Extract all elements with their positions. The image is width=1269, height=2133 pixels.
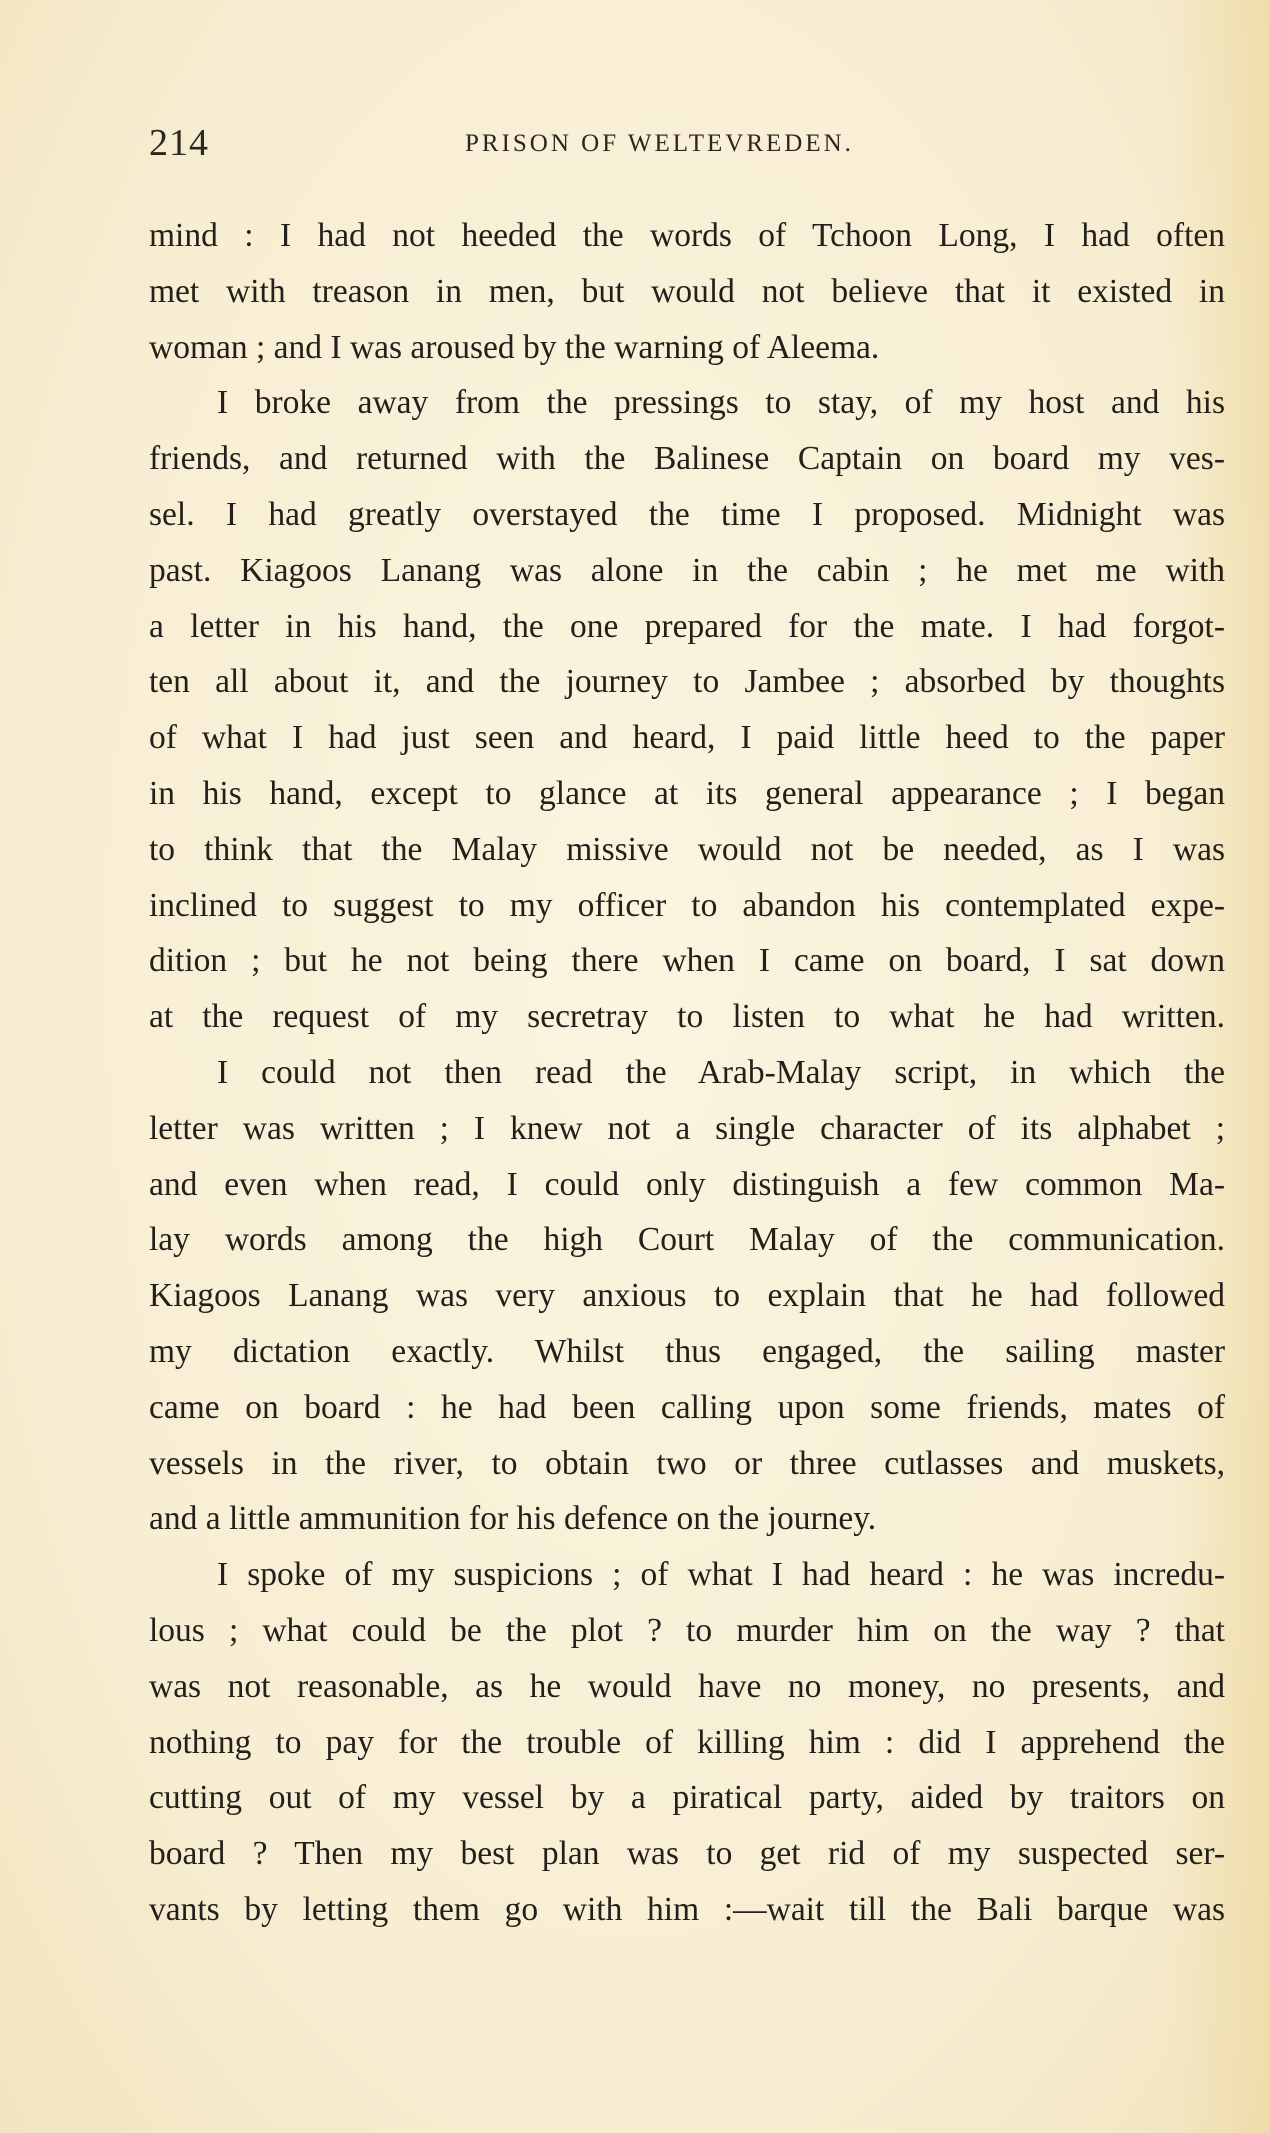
text-line: a letter in his hand, the one prepared for the mate. I had forgot- — [149, 607, 1225, 645]
text-line: Kiagoos Lanang was very anxious to explain that he had followed — [149, 1277, 1225, 1315]
text-line: to think that the Malay missive would not be needed, as I was — [149, 830, 1225, 868]
text-line: my dictation exactly. Whilst thus engaged, the sailing master — [149, 1332, 1225, 1370]
text-line: of what I had just seen and heard, I paid little heed to the paper — [149, 719, 1225, 757]
text-line: friends, and returned with the Balinese Captain on board my ves- — [149, 440, 1225, 478]
text-line: and a little ammunition for his defence on the journey. — [149, 1500, 877, 1538]
text-line: vants by letting them go with him :—wait till the Bali barque was — [149, 1890, 1225, 1928]
text-line: and even when read, I could only distinguish a few common Ma- — [149, 1165, 1225, 1203]
text-line: cutting out of my vessel by a piratical party, aided by traitors on — [149, 1779, 1225, 1817]
text-line: in his hand, except to glance at its general appearance ; I began — [149, 774, 1225, 812]
text-line: I spoke of my suspicions ; of what I had heard : he was incredu- — [217, 1556, 1225, 1594]
text-line: board ? Then my best plan was to get rid of my suspected ser- — [149, 1835, 1225, 1873]
text-line: sel. I had greatly overstayed the time I proposed. Midnight was — [149, 495, 1225, 533]
text-line: ten all about it, and the journey to Jambee ; absorbed by thoughts — [149, 663, 1225, 701]
text-line: lay words among the high Court Malay of the communication. — [149, 1221, 1225, 1259]
text-line: came on board : he had been calling upon some friends, mates of — [149, 1388, 1225, 1426]
body-text — [149, 208, 1225, 1938]
text-line: mind : I had not heeded the words of Tchoon Long, I had often — [149, 217, 1225, 254]
page-header — [149, 118, 1134, 168]
text-line: at the request of my secretray to listen to what he had written. — [149, 998, 1225, 1036]
text-line: lous ; what could be the plot ? to murder him on the way ? that — [149, 1611, 1225, 1649]
text-line: dition ; but he not being there when I came on board, I sat down — [149, 942, 1225, 980]
text-line: I could not then read the Arab-Malay script, in which the — [217, 1053, 1225, 1091]
text-line: inclined to suggest to my officer to abandon his contemplated expe- — [149, 886, 1225, 924]
running-head: PRISON OF WELTEVREDEN. — [465, 130, 854, 157]
text-line: vessels in the river, to obtain two or three cutlasses and muskets, — [149, 1444, 1225, 1482]
text-line: nothing to pay for the trouble of killing him : did I apprehend the — [149, 1723, 1225, 1761]
text-line: met with treason in men, but would not believe that it existed in — [149, 272, 1225, 310]
text-line: past. Kiagoos Lanang was alone in the cabin ; he met me with — [149, 551, 1225, 589]
text-line: letter was written ; I knew not a single character of its alphabet ; — [149, 1109, 1225, 1147]
page-number: 214 — [149, 122, 209, 164]
text-line: woman ; and I was aroused by the warning of Aleema. — [149, 328, 880, 366]
text-line: was not reasonable, as he would have no money, no presents, and — [149, 1667, 1225, 1705]
text-line: I broke away from the pressings to stay, of my host and his — [217, 384, 1225, 422]
